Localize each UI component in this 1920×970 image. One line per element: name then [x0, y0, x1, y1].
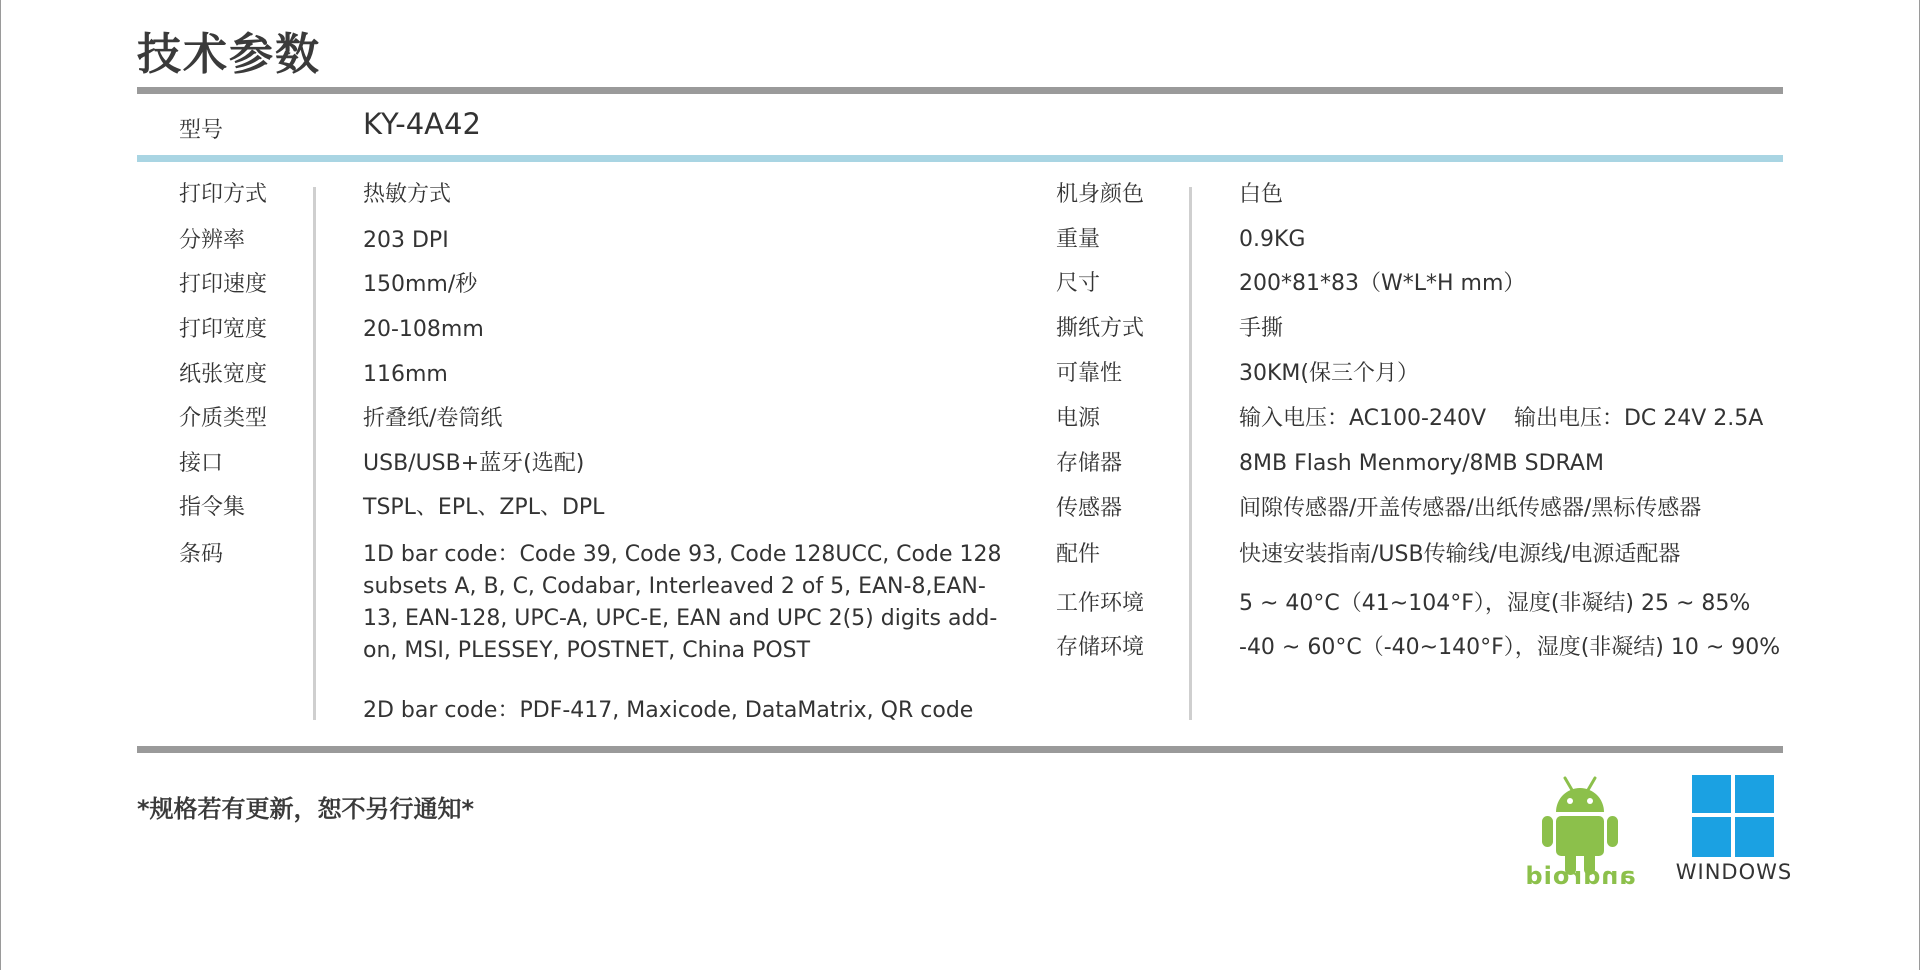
- spec-label-dimensions: 尺寸: [1056, 271, 1101, 296]
- windows-wordmark: WINDOWS: [1675, 860, 1793, 884]
- spec-label-media-type: 介质类型: [179, 406, 268, 431]
- page-title: 技术参数: [137, 29, 321, 80]
- left-column-divider: [313, 187, 316, 720]
- spec-value-print-method: 热敏方式: [363, 182, 452, 207]
- spec-value-power: 输入电压：AC100-240V 输出电压：DC 24V 2.5A: [1239, 406, 1764, 431]
- spec-label-memory: 存储器: [1056, 451, 1123, 476]
- spec-value-operating-env: 5 ~ 40°C（41~104°F），湿度(非凝结) 25 ~ 85%: [1239, 591, 1751, 616]
- spec-value-print-width: 20-108mm: [363, 317, 484, 342]
- spec-label-storage-env: 存储环境: [1056, 635, 1145, 660]
- spec-value-barcode-2d: 2D bar code：PDF-417, Maxicode, DataMatrix, QR code: [363, 698, 974, 723]
- spec-value-reliability: 30KM(保三个月）: [1239, 361, 1419, 386]
- spec-value-media-type: 折叠纸/卷筒纸: [363, 406, 503, 431]
- spec-label-accessories: 配件: [1056, 542, 1101, 567]
- spec-label-interface: 接口: [179, 451, 224, 476]
- model-divider: [137, 155, 1783, 162]
- spec-value-dimensions: 200*81*83（W*L*H mm）: [1239, 271, 1526, 296]
- spec-value-tear-method: 手撕: [1239, 316, 1284, 341]
- spec-value-accessories: 快速安装指南/USB传输线/电源线/电源适配器: [1239, 542, 1681, 567]
- spec-label-resolution: 分辨率: [179, 228, 246, 253]
- spec-value-paper-width: 116mm: [363, 362, 448, 387]
- spec-value-weight: 0.9KG: [1239, 227, 1306, 252]
- android-wordmark: android: [1524, 862, 1636, 890]
- spec-value-body-color: 白色: [1239, 182, 1284, 207]
- model-label: 型号: [179, 118, 224, 143]
- spec-value-interface: USB/USB+蓝牙(选配): [363, 451, 585, 476]
- spec-value-storage-env: -40 ~ 60°C（-40~140°F），湿度(非凝结) 10 ~ 90%: [1239, 635, 1781, 660]
- spec-label-body-color: 机身颜色: [1056, 182, 1145, 207]
- spec-label-print-speed: 打印速度: [179, 272, 268, 297]
- spec-label-power: 电源: [1056, 406, 1101, 431]
- spec-label-command-set: 指令集: [179, 495, 246, 520]
- spec-label-tear-method: 撕纸方式: [1056, 316, 1145, 341]
- spec-label-print-width: 打印宽度: [179, 317, 268, 342]
- top-divider: [137, 87, 1783, 94]
- spec-value-memory: 8MB Flash Menmory/8MB SDRAM: [1239, 451, 1604, 476]
- page-border-left: [0, 0, 1, 970]
- spec-label-paper-width: 纸张宽度: [179, 362, 268, 387]
- spec-value-barcode-1d: 1D bar code：Code 39, Code 93, Code 128UCC, Code 128 subsets A, B, C, Codabar, Interleaved 2 of 5, EAN-8,EAN-13, EAN-128, UPC-A, UPC-E, EAN and UPC 2(5) digits add-on, MSI, PLESSEY, POSTNET, China POST: [363, 542, 1002, 663]
- spec-value-print-speed: 150mm/秒: [363, 272, 478, 297]
- spec-label-print-method: 打印方式: [179, 182, 268, 207]
- spec-label-sensors: 传感器: [1056, 496, 1123, 521]
- spec-value-command-set: TSPL、EPL、ZPL、DPL: [363, 495, 605, 520]
- windows-logo-icon: [1692, 775, 1774, 857]
- update-notice: *规格若有更新，恕不另行通知*: [137, 795, 475, 823]
- spec-label-weight: 重量: [1056, 227, 1101, 252]
- model-value: KY-4A42: [363, 107, 481, 141]
- spec-label-reliability: 可靠性: [1056, 361, 1123, 386]
- spec-value-sensors: 间隙传感器/开盖传感器/出纸传感器/黑标传感器: [1239, 496, 1702, 521]
- right-column-divider: [1189, 187, 1192, 720]
- bottom-divider: [137, 746, 1783, 753]
- spec-label-barcode: 条码: [179, 542, 224, 567]
- spec-value-resolution: 203 DPI: [363, 228, 449, 253]
- spec-label-operating-env: 工作环境: [1056, 591, 1145, 616]
